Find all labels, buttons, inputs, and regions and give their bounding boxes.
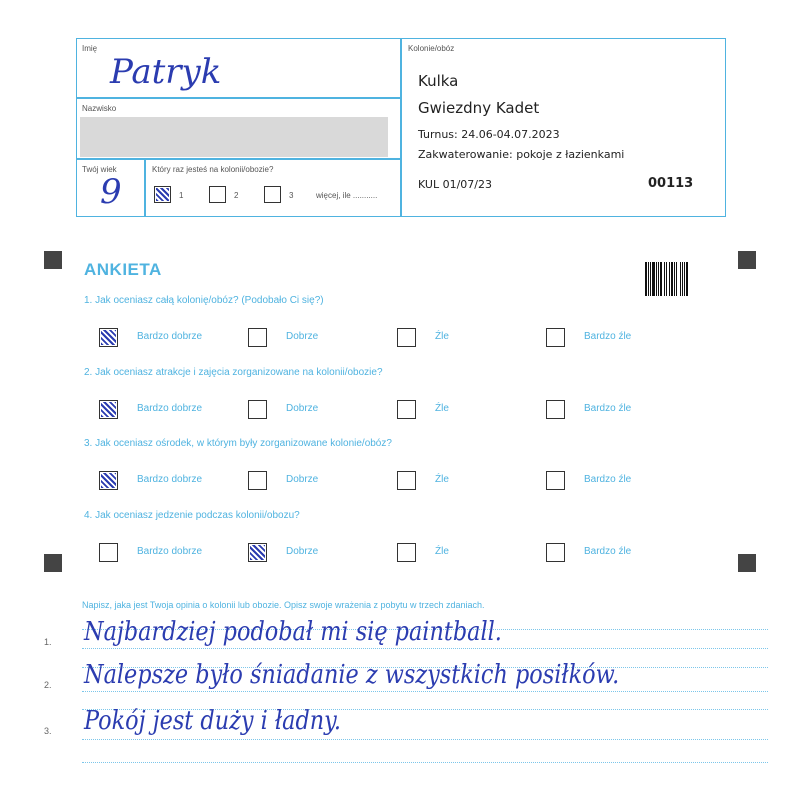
q2-option-checkbox[interactable] — [397, 400, 416, 419]
question-3: 3. Jak oceniasz ośrodek, w którym były zorganizowane kolonie/obóz? — [84, 438, 392, 449]
writing-line — [82, 762, 768, 763]
q4-option-label: Bardzo źle — [584, 546, 632, 557]
q2-option-label: Bardzo źle — [584, 403, 632, 414]
barcode — [645, 262, 700, 296]
barcode-bar — [686, 262, 688, 296]
camp-name: Kulka — [418, 72, 459, 90]
times-option-3: 3 — [289, 191, 294, 200]
q1-option-label: Źle — [435, 331, 449, 342]
q4-option-checkbox[interactable] — [248, 543, 267, 562]
q1-option-label: Dobrze — [286, 331, 319, 342]
times-option-1: 1 — [179, 191, 184, 200]
line-number: 2. — [44, 680, 52, 690]
q3-option-label: Dobrze — [286, 474, 319, 485]
name-value: Patryk — [110, 52, 222, 92]
q3-option-label: Bardzo dobrze — [137, 474, 203, 485]
q1-option-label: Bardzo dobrze — [137, 331, 203, 342]
q2-option-checkbox[interactable] — [248, 400, 267, 419]
registration-marker — [44, 554, 62, 572]
q3-option-checkbox[interactable] — [248, 471, 267, 490]
q2-option-checkbox[interactable] — [546, 400, 565, 419]
camp-program: Gwiezdny Kadet — [418, 99, 540, 117]
q4-option-checkbox[interactable] — [546, 543, 565, 562]
q1-option-checkbox[interactable] — [397, 328, 416, 347]
header-divider — [400, 38, 402, 217]
q2-option-label: Bardzo dobrze — [137, 403, 203, 414]
q1-option-checkbox[interactable] — [99, 328, 118, 347]
age-divider — [144, 158, 146, 217]
q2-option-label: Dobrze — [286, 403, 319, 414]
times-checkbox-3[interactable] — [264, 186, 281, 203]
writing-line — [82, 739, 768, 740]
writing-line — [82, 648, 768, 649]
times-option-2: 2 — [234, 191, 239, 200]
q3-option-checkbox[interactable] — [397, 471, 416, 490]
redacted-surname — [80, 117, 388, 157]
handwritten-answer: Pokój jest duży i ładny. — [84, 706, 341, 736]
q2-option-checkbox[interactable] — [99, 400, 118, 419]
accommodation: Zakwaterowanie: pokoje z łazienkami — [418, 148, 625, 161]
q1-option-checkbox[interactable] — [546, 328, 565, 347]
registration-marker — [44, 251, 62, 269]
surname-divider — [76, 158, 401, 160]
form-number: 00113 — [648, 176, 694, 191]
camp-label: Kolonie/obóz — [408, 44, 455, 53]
registration-marker — [738, 554, 756, 572]
age-value: 9 — [100, 172, 122, 212]
question-2: 2. Jak oceniasz atrakcje i zajęcia zorganizowane na kolonii/obozie? — [84, 367, 383, 378]
q3-option-checkbox[interactable] — [99, 471, 118, 490]
question-4: 4. Jak oceniasz jedzenie podczas kolonii/obozu? — [84, 510, 300, 521]
age-label: Twój wiek — [82, 165, 117, 174]
q4-option-checkbox[interactable] — [99, 543, 118, 562]
camp-code: KUL 01/07/23 — [418, 178, 492, 191]
survey-title: ANKIETA — [84, 260, 162, 279]
q1-option-label: Bardzo źle — [584, 331, 632, 342]
q4-option-label: Bardzo dobrze — [137, 546, 203, 557]
handwritten-answer: Najbardziej podobał mi się paintball. — [84, 617, 502, 647]
q4-option-checkbox[interactable] — [397, 543, 416, 562]
registration-marker — [738, 251, 756, 269]
times-label: Który raz jesteś na kolonii/obozie? — [152, 165, 274, 174]
q4-option-label: Dobrze — [286, 546, 319, 557]
opinion-instruction: Napisz, jaka jest Twoja opinia o kolonii lub obozie. Opisz swoje wrażenia z pobytu w trzech zdaniach. — [82, 600, 485, 610]
line-number: 1. — [44, 637, 52, 647]
name-label: Imię — [82, 44, 98, 53]
name-divider — [76, 97, 401, 99]
q1-option-checkbox[interactable] — [248, 328, 267, 347]
q3-option-label: Źle — [435, 474, 449, 485]
question-1: 1. Jak oceniasz całą kolonię/obóz? (Podobało Ci się?) — [84, 295, 324, 306]
q3-option-label: Bardzo źle — [584, 474, 632, 485]
times-checkbox-1[interactable] — [154, 186, 171, 203]
handwritten-answer: Nalepsze było śniadanie z wszystkich posiłków. — [84, 660, 620, 690]
writing-line — [82, 691, 768, 692]
turnus: Turnus: 24.06-04.07.2023 — [418, 128, 560, 141]
q4-option-label: Źle — [435, 546, 449, 557]
line-number: 3. — [44, 726, 52, 736]
times-more-label: więcej, ile ........... — [316, 191, 378, 200]
times-checkbox-2[interactable] — [209, 186, 226, 203]
q3-option-checkbox[interactable] — [546, 471, 565, 490]
surname-label: Nazwisko — [82, 104, 117, 113]
q2-option-label: Źle — [435, 403, 449, 414]
